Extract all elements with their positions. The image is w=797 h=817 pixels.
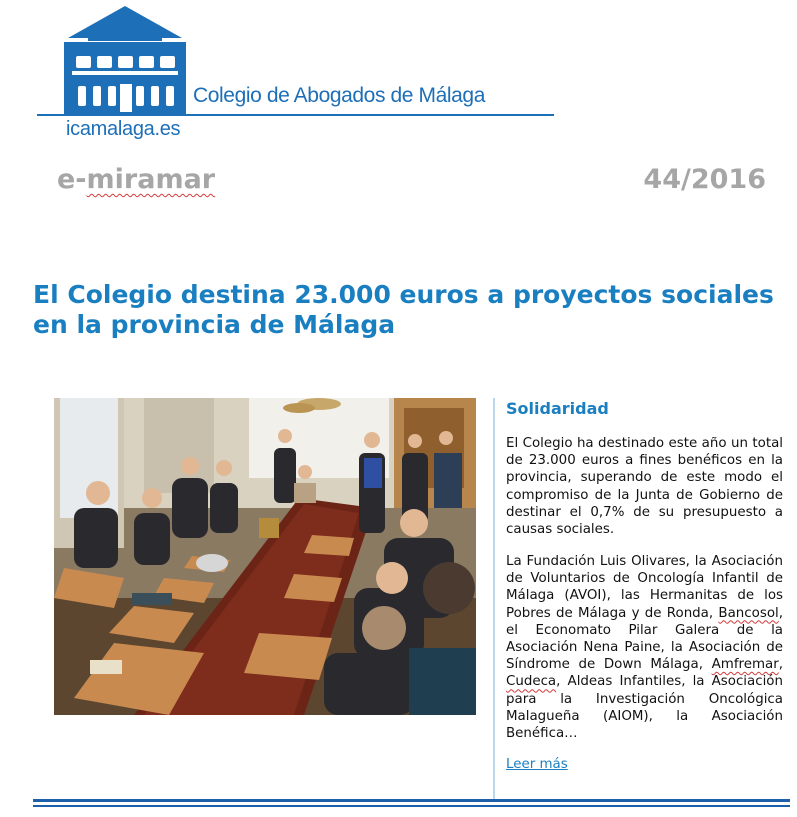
building-logo-icon[interactable] bbox=[60, 4, 190, 116]
paragraph-2-text-d: , Aldeas Infantiles, la Asociación para la Investigación Oncológica Malagueña (AIOM), la Asociación Benéfica… bbox=[506, 674, 783, 742]
spell-flagged-word[interactable]: Amfremar bbox=[711, 657, 779, 673]
paragraph-2-text-b: , el Economato Pilar Galera de la Asociación Nena Paine, la Asociación de Síndrome de Down Málaga, bbox=[506, 605, 783, 673]
issue-number: 44/2016 bbox=[643, 164, 766, 195]
footer-rule-top bbox=[33, 799, 790, 802]
paragraph-2-text-c: , bbox=[778, 657, 783, 673]
article-paragraph-2 bbox=[506, 553, 783, 742]
column-divider bbox=[493, 398, 495, 800]
spell-flagged-word[interactable]: Cudeca bbox=[506, 674, 557, 690]
article-paragraph-1: El Colegio ha destinado este año un total de 23.000 euros a fines benéficos en la provincia, superando de este modo el compromiso de la Junta de Gobierno de destinar el 0,7% de su presupuesto a causas sociales. bbox=[506, 436, 783, 538]
article-headline[interactable]: El Colegio destina 23.000 euros a proyectos sociales en la provincia de Málaga bbox=[33, 280, 774, 339]
footer-rule-bottom bbox=[33, 805, 790, 807]
organization-name: Colegio de Abogados de Málaga bbox=[193, 84, 485, 107]
paragraph-2-text-a: La Fundación Luis Olivares, la Asociación de Voluntarios de Oncología Infantil de Málaga (AVOI), las Hermanitas de los Pobres de Málaga y de Ronda, bbox=[506, 554, 783, 621]
header-rule bbox=[37, 114, 554, 116]
newsletter-name bbox=[57, 164, 215, 195]
newsletter-name-word: miramar bbox=[86, 164, 216, 195]
newsletter-name-prefix: e- bbox=[57, 164, 87, 195]
site-domain[interactable]: icamalaga.es bbox=[66, 118, 181, 140]
article-photo[interactable] bbox=[54, 398, 476, 715]
read-more-link[interactable]: Leer más bbox=[506, 757, 568, 772]
section-label: Solidaridad bbox=[506, 399, 609, 418]
spell-flagged-word[interactable]: Bancosol bbox=[718, 605, 779, 621]
